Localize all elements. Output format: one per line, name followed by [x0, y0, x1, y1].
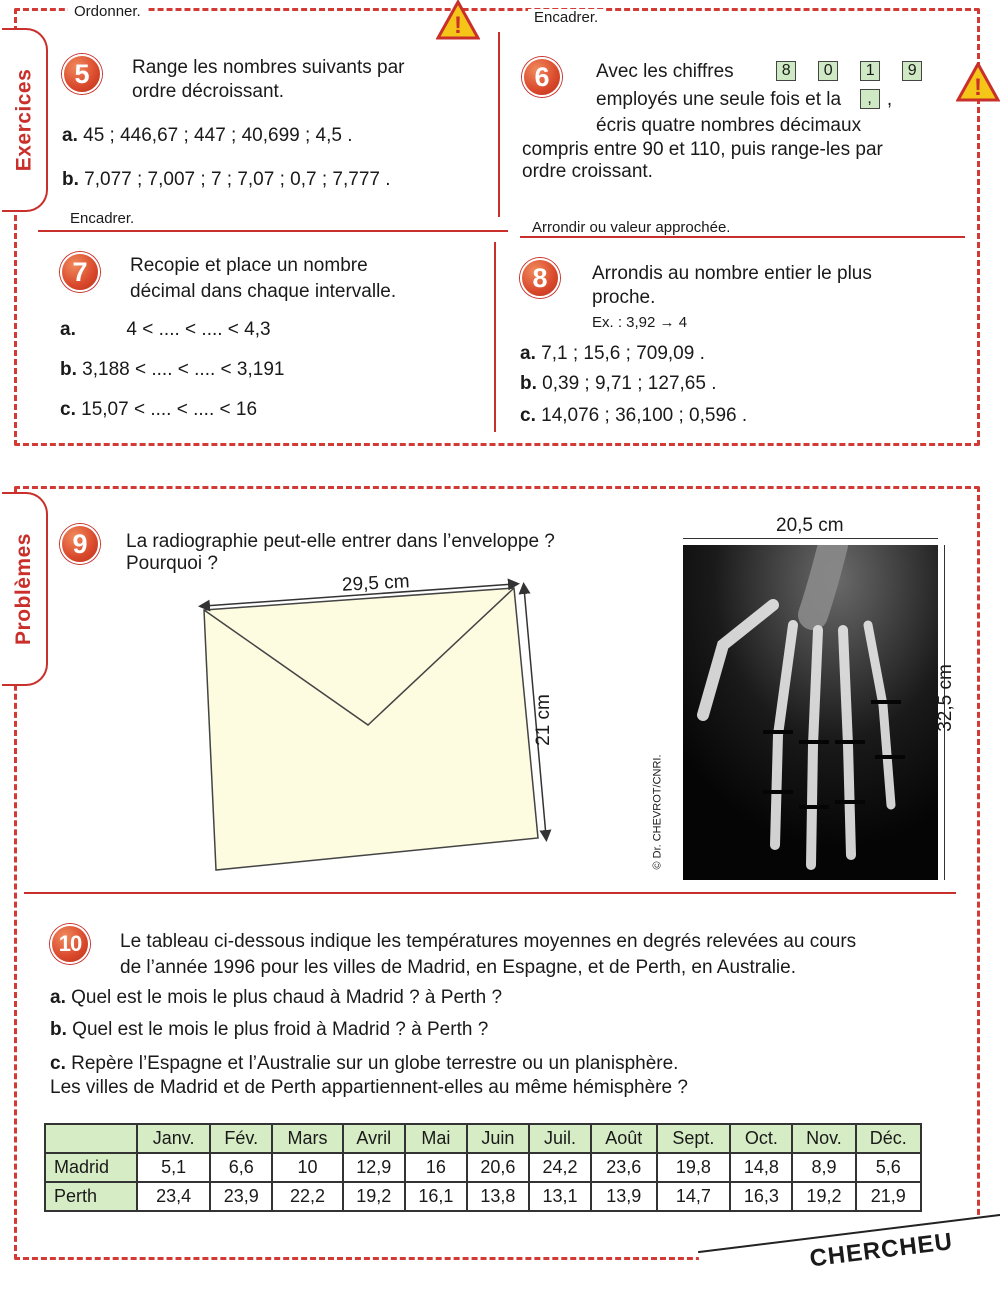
month-header: Juin — [467, 1124, 529, 1153]
exercise-number-7: 7 — [60, 252, 100, 292]
month-header: Déc. — [856, 1124, 921, 1153]
xray-height-label: 32,5 cm — [934, 664, 956, 732]
month-header: Août — [591, 1124, 656, 1153]
ex5-line1: Range les nombres suivants par — [132, 57, 405, 78]
item-text: 14,076 ; 36,100 ; 0,596 . — [541, 405, 748, 426]
ex10-line1: Le tableau ci-dessous indique les températures moyennes en degrés relevées au cours — [120, 931, 857, 952]
exercise-number-10: 10 — [50, 924, 90, 964]
ex6-line4: compris entre 90 et 110, puis range-les par — [522, 139, 883, 160]
table-header-row — [45, 1124, 921, 1153]
xray-image — [683, 545, 938, 880]
horizontal-divider-right — [520, 236, 965, 238]
value-cell: 8,9 — [792, 1153, 855, 1182]
value-cell: 13,1 — [529, 1182, 591, 1211]
value-cell: 19,2 — [343, 1182, 405, 1211]
month-header: Mars — [272, 1124, 342, 1153]
month-header: Oct. — [730, 1124, 792, 1153]
horizontal-divider-left — [38, 230, 508, 232]
ex7-item-b — [60, 358, 284, 382]
value-cell: 24,2 — [529, 1153, 591, 1182]
envelope-illustration — [190, 570, 560, 880]
ex6-line1-text: Avec les chiffres — [596, 61, 734, 82]
value-cell: 19,2 — [792, 1182, 855, 1211]
value-cell: 6,6 — [210, 1153, 272, 1182]
ex8-item-b — [520, 372, 716, 396]
item-label: b. — [62, 169, 79, 190]
problem-divider — [24, 892, 956, 894]
ex10-item-c — [50, 1052, 678, 1076]
exercise-number-9: 9 — [60, 524, 100, 564]
item-text: 3,188 < .... < .... < 3,191 — [82, 359, 285, 380]
header-arrondir: Arrondir ou valeur approchée. — [526, 219, 736, 236]
month-header: Fév. — [210, 1124, 272, 1153]
item-label: a. — [520, 343, 536, 364]
ex8-line2: proche. — [592, 287, 656, 308]
city-cell: Madrid — [45, 1153, 137, 1182]
envelope-width-label: 29,5 cm — [341, 571, 411, 596]
item-text: 4 < .... < .... < 4,3 — [126, 319, 271, 340]
table-row — [45, 1182, 921, 1211]
ex5-line2: ordre décroissant. — [132, 81, 285, 102]
value-cell: 16,1 — [405, 1182, 467, 1211]
month-header: Sept. — [657, 1124, 731, 1153]
item-text: 7,1 ; 15,6 ; 709,09 . — [541, 343, 705, 364]
exercise-number-6: 6 — [522, 57, 562, 97]
ex6-line1 — [596, 60, 924, 84]
ex8-item-a — [520, 342, 705, 366]
ex7-item-a — [60, 318, 271, 342]
header-encadrer-1: Encadrer. — [528, 9, 604, 26]
temperature-table — [44, 1123, 922, 1212]
xray-width-label: 20,5 cm — [776, 515, 844, 536]
envelope-height-label: 21 cm — [532, 694, 554, 746]
item-text: 15,07 < .... < .... < 16 — [81, 399, 258, 420]
table-corner-cell — [45, 1124, 137, 1153]
item-text: 45 ; 446,67 ; 447 ; 40,699 ; 4,5 . — [83, 125, 353, 146]
ex8-item-c — [520, 404, 747, 428]
value-cell: 13,9 — [591, 1182, 656, 1211]
digit-box: 1 — [860, 61, 880, 81]
exercise-number-5: 5 — [62, 54, 102, 94]
value-cell: 21,9 — [856, 1182, 921, 1211]
ex8-example: Ex. : 3,92 → 4 — [592, 314, 688, 331]
vertical-divider-middle — [494, 242, 496, 432]
problemes-tab — [2, 492, 48, 686]
month-header: Mai — [405, 1124, 467, 1153]
ex10-item-b — [50, 1018, 488, 1042]
item-text: 7,077 ; 7,007 ; 7 ; 7,07 ; 0,7 ; 7,777 . — [84, 169, 391, 190]
ex6-line5: ordre croissant. — [522, 161, 653, 182]
problemes-tab-label: Problèmes — [12, 533, 36, 645]
value-cell: 14,7 — [657, 1182, 731, 1211]
comma-box: , — [860, 89, 880, 109]
ex9-line2: Pourquoi ? — [126, 553, 218, 574]
ex7-item-c — [60, 398, 257, 422]
ex6-line3: écris quatre nombres décimaux — [596, 115, 862, 136]
item-text: Quel est le mois le plus chaud à Madrid ? à Perth ? — [71, 987, 503, 1008]
xray-width-arrow — [683, 538, 938, 539]
ex10-line2: de l’année 1996 pour les villes de Madrid, en Espagne, et de Perth, en Australie. — [120, 957, 796, 978]
ex10-item-c-line2: Les villes de Madrid et de Perth appartiennent-elles au même hémisphère ? — [50, 1077, 688, 1098]
item-label: a. — [50, 987, 66, 1008]
month-header: Avril — [343, 1124, 405, 1153]
svg-text:!: ! — [974, 74, 982, 101]
item-label: b. — [60, 359, 77, 380]
value-cell: 20,6 — [467, 1153, 529, 1182]
vertical-divider-top — [498, 32, 500, 217]
item-text: Quel est le mois le plus froid à Madrid ? à Perth ? — [72, 1019, 489, 1040]
exercise-number-8: 8 — [520, 258, 560, 298]
table-row — [45, 1153, 921, 1182]
hand-skeleton-icon — [683, 545, 938, 880]
month-header: Janv. — [137, 1124, 210, 1153]
ex8-line1: Arrondis au nombre entier le plus — [592, 263, 872, 284]
xray-credit: © Dr. CHEVROT/CNRI. — [651, 754, 664, 870]
digit-box: 8 — [776, 61, 796, 81]
value-cell: 16 — [405, 1153, 467, 1182]
value-cell: 13,8 — [467, 1182, 529, 1211]
warning-icon — [436, 0, 480, 40]
svg-text:!: ! — [454, 12, 462, 39]
value-cell: 16,3 — [730, 1182, 792, 1211]
ex7-line1: Recopie et place un nombre — [130, 255, 368, 276]
value-cell: 23,9 — [210, 1182, 272, 1211]
exercices-tab — [2, 28, 48, 212]
warning-icon — [956, 62, 1000, 102]
value-cell: 19,8 — [657, 1153, 731, 1182]
value-cell: 14,8 — [730, 1153, 792, 1182]
corner-stamp-text: CHERCHEU — [808, 1228, 955, 1273]
ex5-item-b — [62, 168, 391, 192]
value-cell: 23,6 — [591, 1153, 656, 1182]
ex5-item-a — [62, 124, 353, 148]
ex7-line2: décimal dans chaque intervalle. — [130, 281, 397, 302]
ex6-line2-text: employés une seule fois et la — [596, 89, 842, 110]
exercices-tab-label: Exercices — [12, 68, 35, 172]
item-label: c. — [60, 399, 76, 420]
city-cell: Perth — [45, 1182, 137, 1211]
item-label: b. — [520, 373, 537, 394]
ex6-line2 — [596, 88, 892, 112]
month-header: Juil. — [529, 1124, 591, 1153]
header-encadrer-2: Encadrer. — [64, 210, 140, 227]
item-text: Repère l’Espagne et l’Australie sur un globe terrestre ou un planisphère. — [71, 1053, 679, 1074]
item-label: c. — [520, 405, 536, 426]
item-label: b. — [50, 1019, 67, 1040]
value-cell: 22,2 — [272, 1182, 342, 1211]
item-label: a. — [60, 319, 76, 340]
value-cell: 10 — [272, 1153, 342, 1182]
ex6-line2-post: , — [886, 89, 893, 110]
item-label: a. — [62, 125, 78, 146]
item-text: 0,39 ; 9,71 ; 127,65 . — [542, 373, 717, 394]
ex10-item-a — [50, 986, 502, 1010]
digit-box: 0 — [818, 61, 838, 81]
month-header: Nov. — [792, 1124, 855, 1153]
digit-box: 9 — [902, 61, 922, 81]
value-cell: 12,9 — [343, 1153, 405, 1182]
item-label: c. — [50, 1053, 66, 1074]
value-cell: 5,6 — [856, 1153, 921, 1182]
value-cell: 23,4 — [137, 1182, 210, 1211]
header-ordonner: Ordonner. — [68, 3, 147, 20]
ex9-line1: La radiographie peut-elle entrer dans l’enveloppe ? — [126, 531, 555, 552]
value-cell: 5,1 — [137, 1153, 210, 1182]
